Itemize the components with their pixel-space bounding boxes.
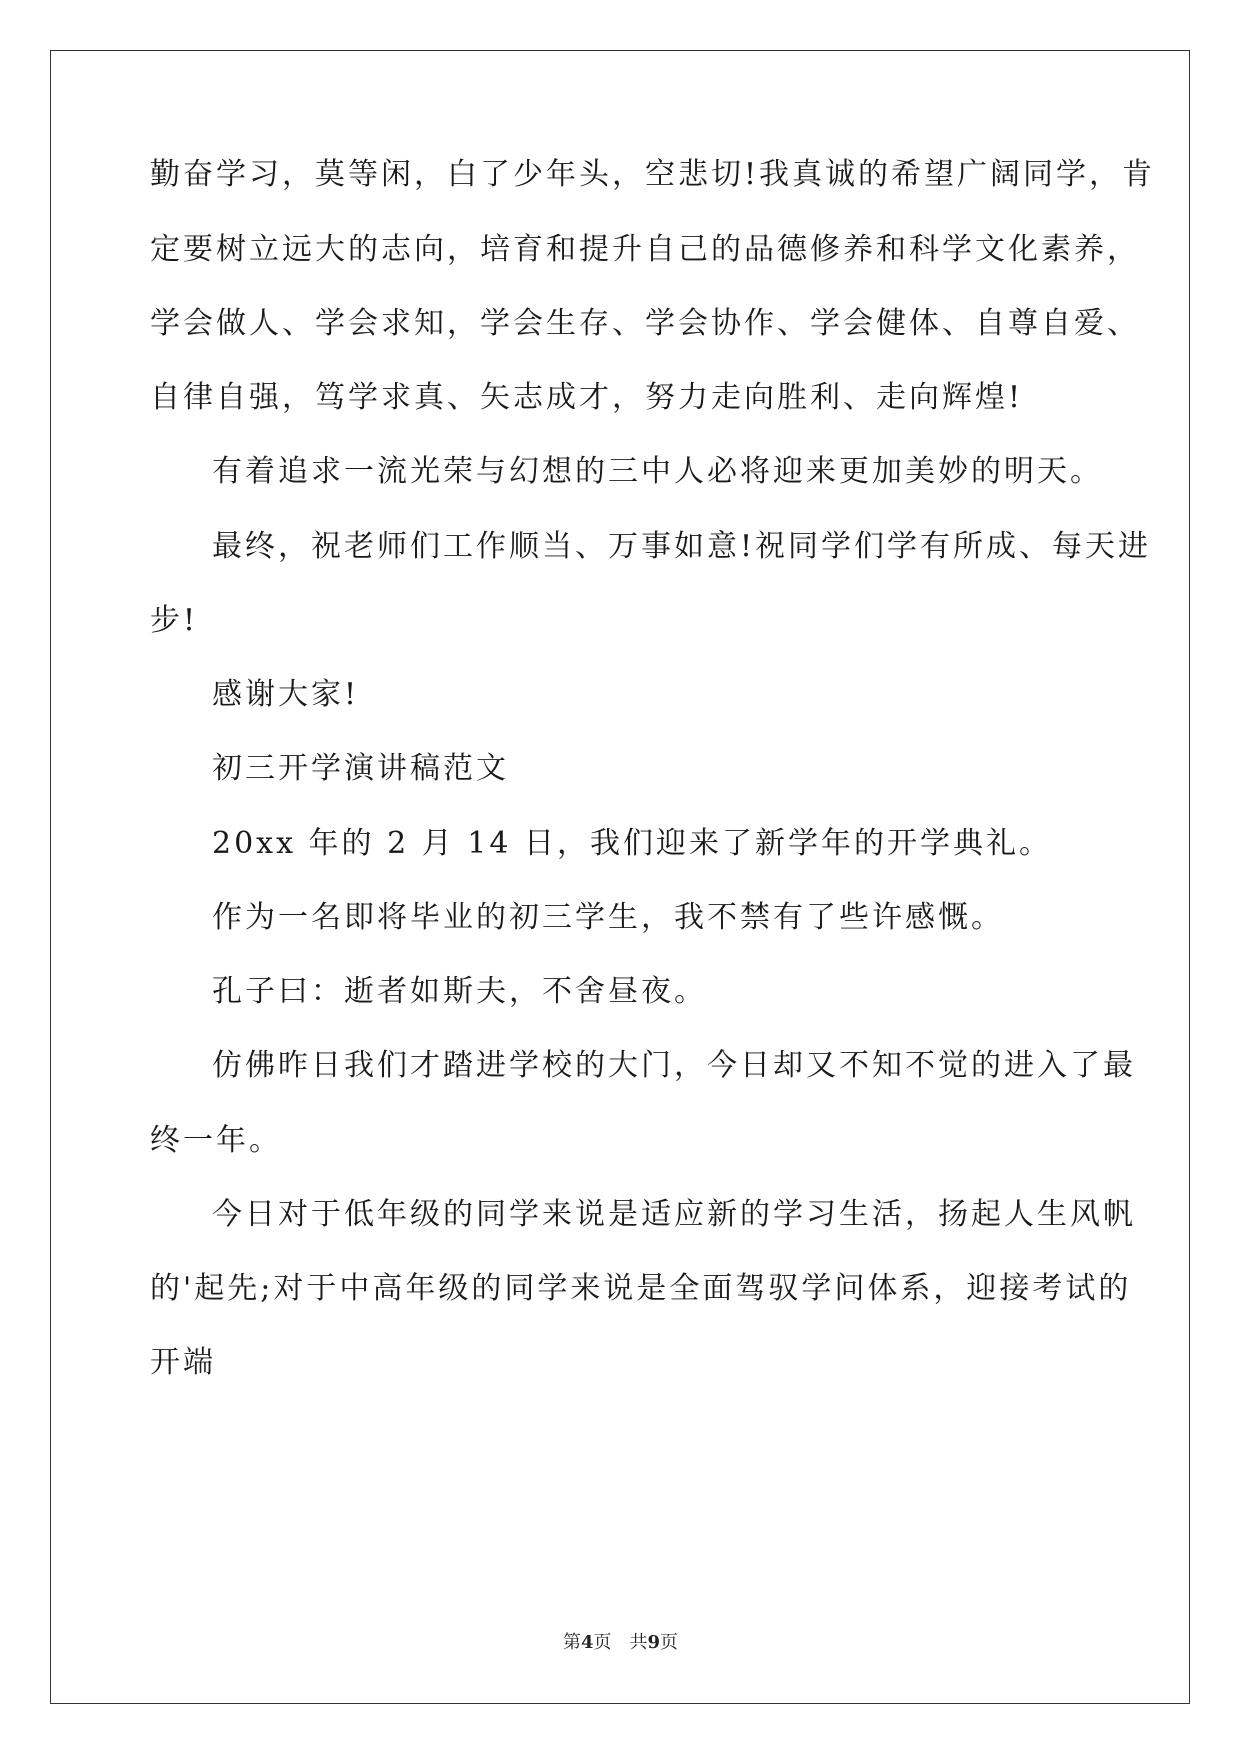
section-heading: 初三开学演讲稿范文: [212, 751, 509, 786]
paragraph-line: 有着追求一流光荣与幻想的三中人必将迎来更加美妙的明天。: [212, 454, 1103, 489]
text-line: 步!: [150, 603, 199, 638]
paragraph-line: 作为一名即将毕业的初三学生，我不禁有了些许感慨。: [212, 900, 1004, 935]
total-suffix: 页: [660, 1632, 679, 1653]
total-prefix: 共: [629, 1632, 648, 1653]
text-line: 的'起先;对于中高年级的同学来说是全面驾驭学问体系，迎接考试的: [150, 1271, 1132, 1306]
paragraph-line: 感谢大家!: [212, 677, 360, 712]
paragraph-line: 今日对于低年级的同学来说是适应新的学习生活，扬起人生风帆: [212, 1197, 1136, 1232]
text-line: 勤奋学习，莫等闲，白了少年头，空悲切!我真诚的希望广阔同学，肯: [150, 157, 1156, 192]
text-line: 定要树立远大的志向，培育和提升自己的品德修养和科学文化素养，: [150, 232, 1140, 267]
total-pages: 9: [647, 1632, 661, 1653]
page-prefix: 第: [562, 1632, 581, 1653]
text-line: 开端: [150, 1345, 216, 1380]
page-border: [50, 50, 1190, 1704]
text-line: 学会做人、学会求知，学会生存、学会协作、学会健体、自尊自爱、: [150, 306, 1140, 341]
page-number: 4: [580, 1632, 594, 1653]
text-line: 终一年。: [150, 1123, 282, 1158]
text-line: 自律自强，笃学求真、矢志成才，努力走向胜利、走向辉煌!: [150, 380, 1024, 415]
page-footer: [0, 1628, 1241, 1654]
paragraph-line: 最终，祝老师们工作顺当、万事如意!祝同学们学有所成、每天进: [212, 529, 1152, 564]
paragraph-line: 20xx 年的 2 月 14 日，我们迎来了新学年的开学典礼。: [212, 826, 1052, 861]
paragraph-line: 孔子曰：逝者如斯夫，不舍昼夜。: [212, 974, 707, 1009]
paragraph-line: 仿佛昨日我们才踏进学校的大门，今日却又不知不觉的进入了最: [212, 1048, 1136, 1083]
page-suffix: 页: [593, 1632, 612, 1653]
